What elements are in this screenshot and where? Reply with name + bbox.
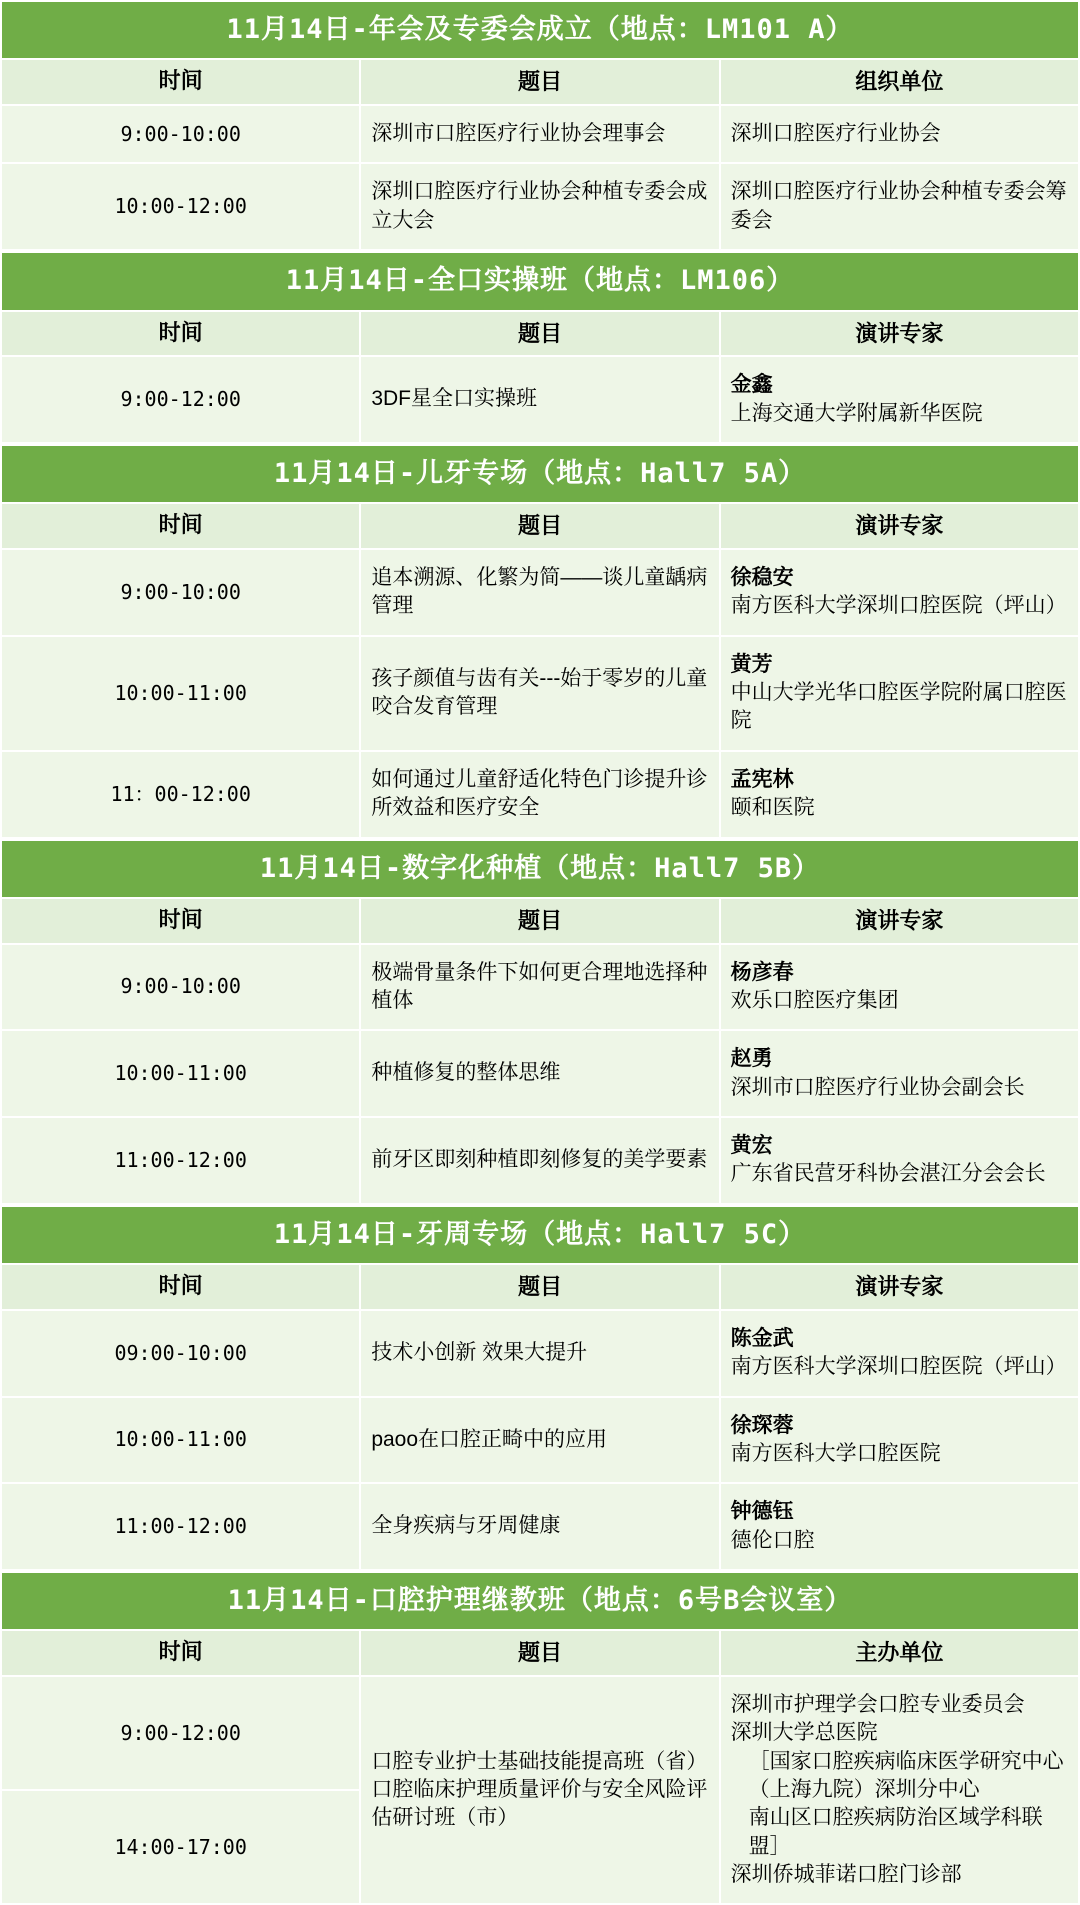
speaker-name: 钟德钰	[730, 1500, 794, 1524]
section-title-row	[1, 252, 1079, 310]
host-unit-line: ［国家口腔疾病临床医学研究中心（上海九院）深圳分中心	[748, 1749, 1064, 1802]
speaker-org: 广东省民营牙科协会湛江分会会长	[730, 1162, 1046, 1186]
header-topic: 题目	[360, 898, 719, 944]
speaker-name: 赵勇	[730, 1047, 773, 1071]
cell-topic: 技术小创新 效果大提升	[360, 1310, 719, 1397]
speaker-org: 上海交通大学附属新华医院	[730, 401, 983, 425]
header-time: 时间	[1, 311, 360, 357]
cell-topic: 深圳市口腔医疗行业协会理事会	[360, 105, 719, 163]
header-topic: 题目	[360, 311, 719, 357]
header-topic: 题目	[360, 503, 719, 549]
speaker-name: 杨彦春	[730, 960, 794, 984]
speaker-org: 南方医科大学深圳口腔医院（坪山）	[730, 1355, 1067, 1379]
table-row	[1, 105, 1079, 163]
header-host-unit: 主办单位	[720, 1630, 1079, 1676]
table-row	[1, 1117, 1079, 1204]
schedule-section-digital-implant	[0, 839, 1080, 1205]
speaker-name: 黄宏	[730, 1134, 773, 1157]
speaker-name: 徐琛蓉	[730, 1413, 794, 1437]
cell-topic: 口腔专业护士基础技能提高班（省）口腔临床护理质量评价与安全风险评估研讨班（市）	[360, 1676, 719, 1904]
section-title: 11月14日-年会及专委会成立（地点：LM101 A）	[1, 1, 1079, 59]
cell-speaker	[720, 549, 1079, 636]
host-unit-line: 深圳大学总医院	[730, 1721, 878, 1745]
section-title-row	[1, 1, 1079, 59]
host-unit-line: 南山区口腔疾病防治区域学科联盟］	[748, 1806, 1043, 1858]
column-header-row	[1, 311, 1079, 357]
header-speaker: 演讲专家	[720, 503, 1079, 549]
header-time: 时间	[1, 1630, 360, 1676]
cell-time: 9:00-10:00	[1, 105, 360, 163]
speaker-org: 南方医科大学深圳口腔医院（坪山）	[730, 594, 1067, 618]
table-row	[1, 356, 1079, 443]
table-row	[1, 1483, 1079, 1570]
cell-time: 14:00-17:00	[1, 1790, 360, 1904]
cell-topic: 3DF星全口实操班	[360, 356, 719, 443]
cell-time: 9:00-10:00	[1, 944, 360, 1031]
cell-speaker	[720, 944, 1079, 1031]
cell-time: 9:00-10:00	[1, 549, 360, 636]
schedule-section-pediatric	[0, 444, 1080, 839]
cell-topic: 前牙区即刻种植即刻修复的美学要素	[360, 1117, 719, 1204]
cell-host-unit	[720, 1676, 1079, 1904]
header-speaker: 演讲专家	[720, 311, 1079, 357]
column-header-row	[1, 59, 1079, 105]
cell-time: 10:00-12:00	[1, 163, 360, 250]
table-row	[1, 1397, 1079, 1484]
cell-speaker	[720, 1483, 1079, 1570]
section-title: 11月14日-牙周专场（地点：Hall7 5C）	[1, 1206, 1079, 1264]
schedule-section-annual-meeting	[0, 0, 1080, 251]
speaker-org: 深圳市口腔医疗行业协会副会长	[730, 1075, 1025, 1099]
cell-topic: 孩子颜值与齿有关---始于零岁的儿童咬合发育管理	[360, 636, 719, 751]
speaker-org: 南方医科大学口腔医院	[730, 1441, 941, 1465]
header-topic: 题目	[360, 1630, 719, 1676]
table-row	[1, 549, 1079, 636]
table-row	[1, 1030, 1079, 1117]
cell-time: 10:00-11:00	[1, 1030, 360, 1117]
header-time: 时间	[1, 1264, 360, 1310]
table-row	[1, 751, 1079, 838]
section-title-row	[1, 445, 1079, 503]
schedule-section-nursing-education	[0, 1571, 1080, 1905]
cell-time: 09:00-10:00	[1, 1310, 360, 1397]
cell-organizer: 深圳口腔医疗行业协会种植专委会筹委会	[720, 163, 1079, 250]
table-row	[1, 1310, 1079, 1397]
cell-time: 11:00-12:00	[1, 1483, 360, 1570]
cell-organizer: 深圳口腔医疗行业协会	[720, 105, 1079, 163]
cell-time: 10:00-11:00	[1, 1397, 360, 1484]
host-unit-line: 深圳市护理学会口腔专业委员会	[730, 1693, 1025, 1716]
cell-topic: paoo在口腔正畸中的应用	[360, 1397, 719, 1484]
speaker-name: 孟宪林	[730, 767, 794, 791]
speaker-org: 德伦口腔	[730, 1528, 815, 1552]
header-organizer: 组织单位	[720, 59, 1079, 105]
column-header-row	[1, 898, 1079, 944]
cell-speaker	[720, 356, 1079, 443]
header-time: 时间	[1, 59, 360, 105]
cell-speaker	[720, 751, 1079, 838]
header-topic: 题目	[360, 1264, 719, 1310]
header-time: 时间	[1, 503, 360, 549]
speaker-name: 金鑫	[730, 373, 773, 397]
column-header-row	[1, 1264, 1079, 1310]
section-title: 11月14日-儿牙专场（地点：Hall7 5A）	[1, 445, 1079, 503]
cell-topic: 追本溯源、化繁为简——谈儿童龋病管理	[360, 549, 719, 636]
cell-topic: 种植修复的整体思维	[360, 1030, 719, 1117]
section-title: 11月14日-全口实操班（地点：LM106）	[1, 252, 1079, 310]
cell-speaker	[720, 1117, 1079, 1204]
cell-speaker	[720, 1030, 1079, 1117]
speaker-name: 陈金武	[730, 1326, 794, 1350]
cell-topic: 如何通过儿童舒适化特色门诊提升诊所效益和医疗安全	[360, 751, 719, 838]
cell-time: 9:00-12:00	[1, 356, 360, 443]
cell-time: 11：00-12:00	[1, 751, 360, 838]
section-title-row	[1, 1206, 1079, 1264]
cell-topic: 深圳口腔医疗行业协会种植专委会成立大会	[360, 163, 719, 250]
host-unit-line: 深圳侨城菲诺口腔门诊部	[730, 1863, 962, 1887]
speaker-org: 颐和医院	[730, 796, 815, 820]
column-header-row	[1, 503, 1079, 549]
cell-speaker	[720, 1310, 1079, 1397]
schedule-section-full-mouth-workshop	[0, 251, 1080, 444]
section-title: 11月14日-口腔护理继教班（地点：6号B会议室）	[1, 1572, 1079, 1630]
schedule-section-periodontics	[0, 1205, 1080, 1571]
table-row	[1, 944, 1079, 1031]
table-row	[1, 1676, 1079, 1790]
header-speaker: 演讲专家	[720, 898, 1079, 944]
cell-speaker	[720, 636, 1079, 751]
header-speaker: 演讲专家	[720, 1264, 1079, 1310]
speaker-org: 中山大学光华口腔医学院附属口腔医院	[730, 681, 1067, 733]
header-time: 时间	[1, 898, 360, 944]
speaker-name: 徐稳安	[730, 566, 794, 590]
speaker-org: 欢乐口腔医疗集团	[730, 988, 899, 1012]
cell-speaker	[720, 1397, 1079, 1484]
cell-time: 11:00-12:00	[1, 1117, 360, 1204]
section-title: 11月14日-数字化种植（地点：Hall7 5B）	[1, 840, 1079, 898]
cell-topic: 全身疾病与牙周健康	[360, 1483, 719, 1570]
cell-time: 10:00-11:00	[1, 636, 360, 751]
section-title-row	[1, 1572, 1079, 1630]
section-title-row	[1, 840, 1079, 898]
cell-time: 9:00-12:00	[1, 1676, 360, 1790]
table-row	[1, 636, 1079, 751]
cell-topic: 极端骨量条件下如何更合理地选择种植体	[360, 944, 719, 1031]
column-header-row	[1, 1630, 1079, 1676]
speaker-name: 黄芳	[730, 652, 773, 676]
table-row	[1, 163, 1079, 250]
header-topic: 题目	[360, 59, 719, 105]
